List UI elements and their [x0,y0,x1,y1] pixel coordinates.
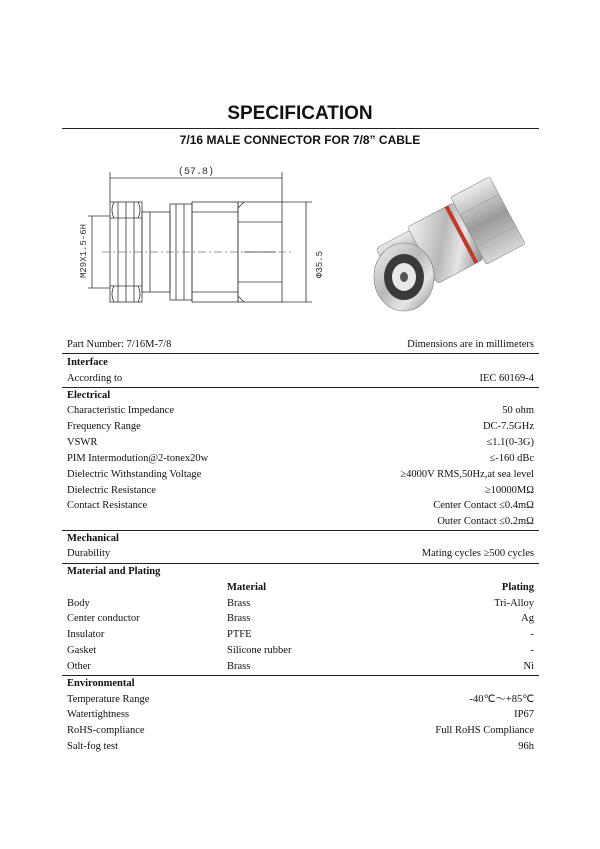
plating-value: Ni [523,661,534,672]
material-row [67,627,534,643]
spec-row [67,467,534,483]
spec-value: 50 ohm [502,405,534,416]
part-name: Gasket [67,645,97,656]
material-value: Brass [227,598,251,609]
spec-value: ≤1.1(0-3G) [486,437,534,448]
material-row [67,659,534,675]
spec-label: Watertightness [67,709,130,720]
material-value: PTFE [227,629,252,640]
spec-label: Durability [67,548,111,559]
material-value: Brass [227,613,251,624]
material-header-row [67,580,534,596]
spec-value: ≥10000MΩ [484,485,534,496]
spec-value: IEC 60169-4 [479,373,534,384]
spec-label: Dielectric Resistance [67,485,156,496]
thread-label: M29X1.5-6H [79,223,89,278]
column-header-material: Material [227,582,267,593]
spec-row [67,692,534,708]
spec-value: Full RoHS Compliance [435,725,534,736]
spec-label: PIM Intermodution@2-tonex20w [67,453,209,464]
dimensions-note: Dimensions are in millimeters [407,339,534,350]
plating-value: Tri-Alloy [494,598,534,609]
spec-row [67,739,534,755]
section-electrical [67,388,534,404]
part-name: Insulator [67,629,105,640]
spec-row [67,435,534,451]
part-number: Part Number: 7/16M-7/8 [67,339,172,350]
spec-row [67,371,534,387]
section-mechanical [67,531,534,547]
spec-row [67,514,534,530]
section-heading: Material and Plating [67,566,161,577]
connector-photo [342,165,542,325]
part-info-row [67,337,534,353]
connector-drawing [62,160,342,320]
spec-row [67,451,534,467]
spec-row [67,483,534,499]
spec-value: 96h [518,741,534,752]
section-environmental [67,676,534,692]
spec-row [67,419,534,435]
spec-value: ≤-160 dBc [489,453,534,464]
material-row [67,596,534,612]
spec-value: Center Contact ≤0.4mΩ [433,500,534,511]
spec-label: Salt-fog test [67,741,119,752]
material-row [67,611,534,627]
spec-label: Characteristic Impedance [67,405,174,416]
material-value: Brass [227,661,251,672]
section-heading: Mechanical [67,533,119,544]
spec-label: VSWR [67,437,98,448]
material-value: Silicone rubber [227,645,292,656]
spec-value: DC-7.5GHz [482,421,534,432]
spec-row [67,498,534,514]
spec-value: IP67 [514,709,534,720]
spec-label: Contact Resistance [67,500,148,511]
spec-label: According to [67,373,123,384]
spec-row [67,723,534,739]
spec-row [67,707,534,723]
spec-value: -40℃～+85℃ [469,694,534,705]
page-subtitle: 7/16 MALE CONNECTOR FOR 7/8” CABLE [179,133,421,147]
section-interface [67,355,534,371]
section-heading: Environmental [67,678,135,689]
spec-label: Dielectric Withstanding Voltage [67,469,202,480]
part-name: Other [67,661,91,672]
spec-value: Mating cycles ≥500 cycles [421,548,534,559]
spec-row [67,403,534,419]
title-divider [62,128,539,129]
spec-label: Temperature Range [67,694,150,705]
diameter-label: Φ35.5 [315,250,325,278]
plating-value: - [530,629,534,640]
spec-label: RoHS-compliance [67,725,145,736]
spec-value: ≥4000V RMS,50Hz,at sea level [400,469,534,480]
part-name: Body [67,598,90,609]
part-name: Center conductor [67,613,140,624]
plating-value: - [530,645,534,656]
spec-value: Outer Contact ≤0.2mΩ [437,516,534,527]
plating-value: Ag [521,613,534,624]
section-material [67,564,534,580]
spec-row [67,546,534,562]
column-header-plating: Plating [501,582,534,593]
dimension-length-label: (57.8) [177,167,215,178]
material-row [67,643,534,659]
divider [62,353,539,354]
section-heading: Electrical [67,390,111,401]
page-title: SPECIFICATION [227,103,373,124]
section-heading: Interface [67,357,108,368]
spec-label: Frequency Range [67,421,141,432]
